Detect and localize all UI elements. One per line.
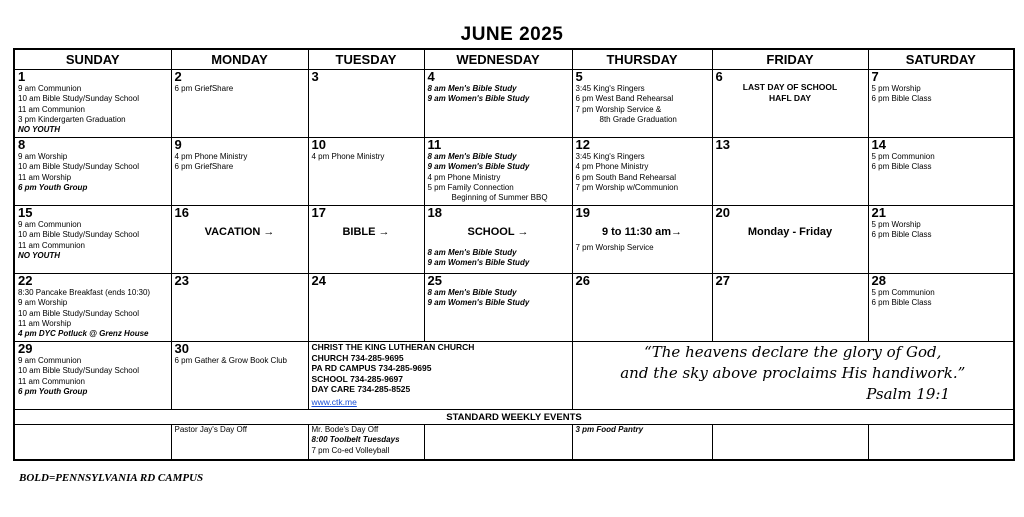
standard-weekly-row — [14, 425, 1014, 461]
event-list — [18, 356, 168, 397]
event-item: 6 pm GriefShare — [174, 162, 234, 172]
weekday-header: MONDAY — [171, 49, 308, 70]
week-row — [14, 138, 1014, 206]
event-item: 9 am Women's Bible Study — [427, 298, 530, 308]
event-list — [18, 288, 168, 339]
day-number: 12 — [575, 137, 590, 152]
event-item: 9 am Worship — [18, 298, 68, 308]
day-cell[interactable] — [572, 206, 712, 274]
event-item: 11 am Communion — [18, 376, 85, 386]
day-number: 20 — [715, 205, 730, 220]
day-cell[interactable] — [171, 206, 308, 274]
event-item: 5 pm Family Connection — [427, 182, 514, 192]
weekly-cell — [14, 425, 171, 461]
day-cell[interactable] — [712, 138, 868, 206]
event-item: Beginning of Summer BBQ — [451, 193, 548, 203]
event-list — [872, 152, 1011, 173]
weekday-header: WEDNESDAY — [424, 49, 572, 70]
event-item: 3 pm Kindergarten Graduation — [18, 114, 126, 124]
weekday-header: SUNDAY — [14, 49, 171, 70]
day-number: 3 — [311, 69, 319, 84]
day-cell[interactable] — [14, 274, 171, 342]
event-item: 6 pm Bible Class — [871, 162, 932, 172]
event-item: 3:45 King's Ringers — [575, 84, 645, 93]
church-info — [308, 342, 572, 410]
day-number: 11 — [427, 137, 442, 152]
day-number: 22 — [18, 273, 33, 288]
weekday-header: SATURDAY — [868, 49, 1014, 70]
day-number: 10 — [311, 137, 326, 152]
calendar-title: JUNE 2025 — [460, 24, 564, 45]
event-list — [18, 84, 168, 135]
event-list — [576, 243, 709, 253]
church-name: CHRIST THE KING LUTHERAN CHURCH — [311, 342, 475, 352]
day-number: 19 — [575, 205, 590, 220]
day-number: 28 — [871, 273, 886, 288]
event-list — [428, 248, 569, 269]
event-item: 6 pm Youth Group — [18, 182, 88, 192]
event-item: 8 am Men's Bible Study — [427, 84, 517, 93]
vbs-banner: 9 to 11:30 am→ — [601, 226, 683, 238]
daycare-phone: DAY CARE 734-285-8525 — [311, 384, 411, 394]
day-cell[interactable] — [424, 206, 572, 274]
day-number: 30 — [174, 341, 189, 356]
event-list — [428, 152, 569, 203]
day-cell[interactable] — [572, 138, 712, 206]
day-cell[interactable] — [14, 70, 171, 138]
day-cell[interactable] — [868, 206, 1014, 274]
event-item: 7 pm Co-ed Volleyball — [311, 445, 390, 455]
event-item: 5 pm Communion — [871, 152, 935, 161]
day-number: 15 — [18, 205, 33, 220]
event-item: Mr. Bode's Day Off — [311, 425, 379, 434]
day-number: 25 — [427, 273, 442, 288]
event-item: 4 pm DYC Potluck @ Grenz House — [18, 329, 149, 339]
event-list — [175, 152, 305, 173]
event-item: 6 pm Bible Class — [871, 298, 932, 308]
event-item: 6 pm West Band Rehearsal — [575, 94, 674, 104]
event-item: 9 am Women's Bible Study — [427, 162, 530, 172]
day-number: 5 — [575, 69, 583, 84]
day-cell[interactable] — [14, 342, 171, 410]
day-cell[interactable] — [868, 70, 1014, 138]
event-list — [576, 84, 709, 125]
event-item: 6 pm Bible Class — [871, 230, 932, 240]
event-list — [428, 84, 569, 105]
calendar-grid — [13, 48, 1015, 461]
day-cell[interactable] — [171, 70, 308, 138]
day-cell[interactable] — [308, 138, 424, 206]
event-item: 9 am Women's Bible Study — [427, 258, 530, 268]
day-cell[interactable] — [712, 206, 868, 274]
event-list — [18, 152, 168, 193]
event-item: 9 am Communion — [18, 356, 82, 365]
event-item: 3 pm Food Pantry — [575, 425, 644, 434]
event-list — [175, 356, 305, 366]
event-item: 6 pm South Band Rehearsal — [575, 172, 677, 182]
event-list — [872, 220, 1011, 241]
day-cell[interactable] — [308, 70, 424, 138]
day-number: 18 — [427, 205, 442, 220]
event-item: 8:30 Pancake Breakfast (ends 10:30) — [18, 288, 151, 297]
event-item: 7 pm Worship Service — [575, 243, 654, 252]
event-item: 6 pm Gather & Grow Book Club — [174, 356, 287, 365]
day-number: 16 — [174, 205, 189, 220]
day-cell[interactable] — [712, 274, 868, 342]
day-number: 4 — [427, 69, 435, 84]
standard-weekly-label: STANDARD WEEKLY EVENTS — [14, 410, 1014, 425]
event-item: NO YOUTH — [18, 250, 61, 260]
day-cell[interactable] — [171, 138, 308, 206]
event-list — [872, 84, 1011, 105]
day-number: 14 — [871, 137, 886, 152]
event-item: 11 am Communion — [18, 240, 85, 250]
school-notice: LAST DAY OF SCHOOL — [742, 82, 838, 92]
weekday-header: THURSDAY — [572, 49, 712, 70]
day-cell[interactable] — [171, 274, 308, 342]
day-number: 13 — [715, 137, 730, 152]
weekly-cell — [868, 425, 1014, 461]
event-item: 5 pm Communion — [871, 288, 935, 297]
school-phone: SCHOOL 734-285-9697 — [311, 373, 404, 384]
event-item: 8 am Men's Bible Study — [427, 152, 517, 161]
day-cell[interactable] — [308, 274, 424, 342]
event-item: 4 pm Phone Ministry — [575, 162, 649, 172]
day-cell[interactable] — [572, 70, 712, 138]
event-item: 8 am Men's Bible Study — [427, 248, 517, 257]
event-item: 9 am Women's Bible Study — [427, 94, 530, 104]
day-number: 24 — [311, 273, 326, 288]
event-item: 4 pm Phone Ministry — [174, 152, 248, 161]
week-row — [14, 342, 1014, 410]
day-cell[interactable] — [308, 206, 424, 274]
day-cell[interactable] — [14, 206, 171, 274]
event-item: 10 am Bible Study/Sunday School — [18, 366, 139, 376]
quote-reference: Psalm 19:1 — [866, 385, 950, 403]
quote-line-1: “The heavens declare the glory of God, — [644, 343, 942, 361]
weekday-header-row — [14, 49, 1014, 70]
event-item: 9 am Communion — [18, 84, 82, 93]
event-item: 10 am Bible Study/Sunday School — [18, 94, 139, 104]
event-item: Pastor Jay's Day Off — [174, 425, 248, 434]
day-cell[interactable] — [572, 274, 712, 342]
event-item: 7 pm Worship Service & — [575, 104, 662, 114]
vbs-banner: BIBLE → — [342, 226, 390, 238]
day-cell[interactable] — [712, 70, 868, 138]
day-cell[interactable] — [171, 342, 308, 410]
legend-footer: BOLD=PENNSYLVANIA RD CAMPUS — [19, 472, 204, 484]
day-number: 2 — [174, 69, 182, 84]
event-item: 9 am Communion — [18, 220, 82, 229]
event-list — [175, 84, 305, 94]
day-number: 9 — [174, 137, 182, 152]
event-item: 5 pm Worship — [871, 84, 921, 93]
event-item: 10 am Bible Study/Sunday School — [18, 162, 139, 172]
event-item: 9 am Worship — [18, 152, 68, 161]
weekly-cell — [712, 425, 868, 461]
event-item: 10 am Bible Study/Sunday School — [18, 308, 139, 318]
day-number: 17 — [311, 205, 326, 220]
quote-line-2: and the sky above proclaims His handiwork.” — [620, 364, 966, 382]
day-cell[interactable] — [868, 274, 1014, 342]
event-item: 10 am Bible Study/Sunday School — [18, 230, 139, 240]
day-number: 6 — [715, 69, 723, 84]
event-item: 8 am Men's Bible Study — [427, 288, 517, 297]
event-list — [872, 288, 1011, 309]
week-row — [14, 206, 1014, 274]
event-item: 3:45 King's Ringers — [575, 152, 645, 161]
day-number: 26 — [575, 273, 590, 288]
day-number: 23 — [174, 273, 189, 288]
scripture-quote — [572, 342, 1014, 410]
day-cell[interactable] — [868, 138, 1014, 206]
day-cell[interactable] — [424, 274, 572, 342]
standard-weekly-header-row — [14, 410, 1014, 425]
event-item: 8th Grade Graduation — [599, 114, 677, 124]
vbs-banner: SCHOOL → — [467, 226, 529, 238]
weekly-cell — [424, 425, 572, 461]
event-item: 8:00 Toolbelt Tuesdays — [311, 435, 400, 445]
event-list — [312, 152, 421, 162]
event-item: 6 pm Youth Group — [18, 386, 88, 396]
event-list — [428, 288, 569, 309]
weekly-cell — [308, 425, 424, 461]
school-notice: HAFL DAY — [768, 93, 812, 103]
day-number: 21 — [871, 205, 886, 220]
event-item: 4 pm Phone Ministry — [311, 152, 385, 161]
day-number: 29 — [18, 341, 33, 356]
vbs-banner: Monday - Friday — [747, 226, 833, 238]
weekday-header: TUESDAY — [308, 49, 424, 70]
event-item: 6 pm Bible Class — [871, 94, 932, 104]
event-item: 11 am Communion — [18, 104, 85, 114]
day-cell[interactable] — [424, 138, 572, 206]
event-item: NO YOUTH — [18, 125, 61, 135]
event-item: 11 am Worship — [18, 318, 72, 328]
day-cell[interactable] — [424, 70, 572, 138]
day-number: 7 — [871, 69, 879, 84]
day-number: 8 — [18, 137, 26, 152]
event-list — [18, 220, 168, 261]
week-row — [14, 70, 1014, 138]
church-website-link[interactable]: www.ctk.me — [311, 396, 357, 407]
event-item: 5 pm Worship — [871, 220, 921, 229]
weekly-cell — [171, 425, 308, 461]
event-list — [576, 152, 709, 193]
week-row — [14, 274, 1014, 342]
church-phone: CHURCH 734-285-9695 — [311, 352, 404, 363]
event-item: 4 pm Phone Ministry — [427, 172, 501, 182]
event-item: 7 pm Worship w/Communion — [575, 182, 679, 192]
vbs-banner: VACATION → — [204, 226, 275, 238]
day-cell[interactable] — [14, 138, 171, 206]
day-number: 27 — [715, 273, 730, 288]
weekly-cell — [572, 425, 712, 461]
day-number: 1 — [18, 69, 26, 84]
event-item: 6 pm GriefShare — [174, 84, 234, 93]
event-item: 11 am Worship — [18, 172, 72, 182]
weekday-header: FRIDAY — [712, 49, 868, 70]
pa-rd-campus-phone: PA RD CAMPUS 734-285-9695 — [311, 363, 432, 373]
